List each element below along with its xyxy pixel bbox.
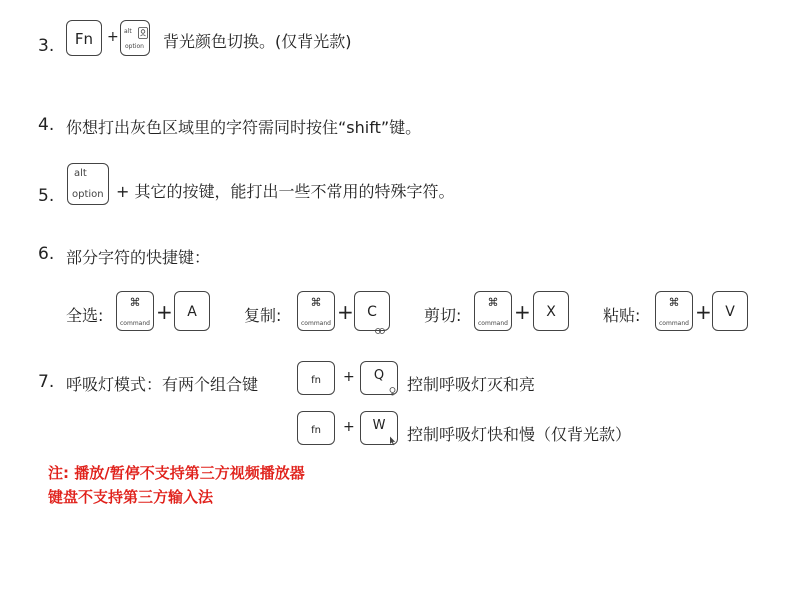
shortcut-paste-label: 粘贴: — [603, 306, 641, 325]
command-icon: ⌘ — [310, 296, 322, 309]
a-key: A — [174, 291, 210, 331]
command-icon: ⌘ — [668, 296, 680, 309]
cursor-icon — [389, 431, 396, 450]
link-icon — [375, 319, 385, 338]
item-4-number: 4. — [38, 115, 55, 135]
item-3-number: 3. — [38, 36, 55, 56]
plus-sign: + — [156, 300, 173, 324]
command-key: ⌘ command — [116, 291, 154, 331]
plus-sign: + — [107, 29, 119, 45]
command-icon: ⌘ — [487, 296, 499, 309]
option-key: alt option — [67, 163, 109, 205]
plus-sign: + — [337, 300, 354, 324]
bulb-icon — [389, 381, 396, 400]
command-icon: ⌘ — [129, 296, 141, 309]
item-7-text: 呼吸灯模式：有两个组合键 — [66, 375, 259, 394]
item-5-text: + 其它的按键，能打出一些不常用的特殊字符。 — [116, 182, 455, 201]
item-3-text: 背光颜色切换。(仅背光款) — [163, 32, 352, 51]
plus-sign: + — [695, 300, 712, 324]
note-line-1: 注: 播放/暂停不支持第三方视频播放器 — [48, 464, 305, 482]
command-key: ⌘ command — [474, 291, 512, 331]
shortcut-select-all-label: 全选: — [66, 306, 104, 325]
item-7-number: 7. — [38, 372, 55, 392]
w-row-text: 控制呼吸灯快和慢（仅背光款） — [407, 425, 632, 444]
fn-key: fn — [297, 411, 335, 445]
q-row-text: 控制呼吸灯灭和亮 — [407, 375, 536, 394]
fn-key: Fn — [66, 20, 102, 56]
item-5-number: 5. — [38, 186, 55, 206]
plus-sign: + — [514, 300, 531, 324]
item-6-number: 6. — [38, 244, 55, 264]
shortcut-copy-label: 复制: — [244, 306, 282, 325]
plus-sign: + — [343, 369, 355, 385]
c-key: C — [354, 291, 390, 331]
shortcut-cut-label: 剪切: — [424, 306, 462, 325]
fn-key: fn — [297, 361, 335, 395]
v-key: V — [712, 291, 748, 331]
item-4-text: 你想打出灰色区域里的字符需同时按住“shift”键。 — [66, 118, 422, 137]
command-key: ⌘ command — [655, 291, 693, 331]
plus-sign: + — [343, 419, 355, 435]
item-6-text: 部分字符的快捷键： — [66, 248, 211, 267]
w-key: W — [360, 411, 398, 445]
light-icon — [138, 24, 148, 43]
q-key: Q — [360, 361, 398, 395]
note-line-2: 键盘不支持第三方输入法 — [48, 488, 214, 506]
x-key: X — [533, 291, 569, 331]
command-key: ⌘ command — [297, 291, 335, 331]
alt-option-key: alt option — [120, 20, 150, 56]
